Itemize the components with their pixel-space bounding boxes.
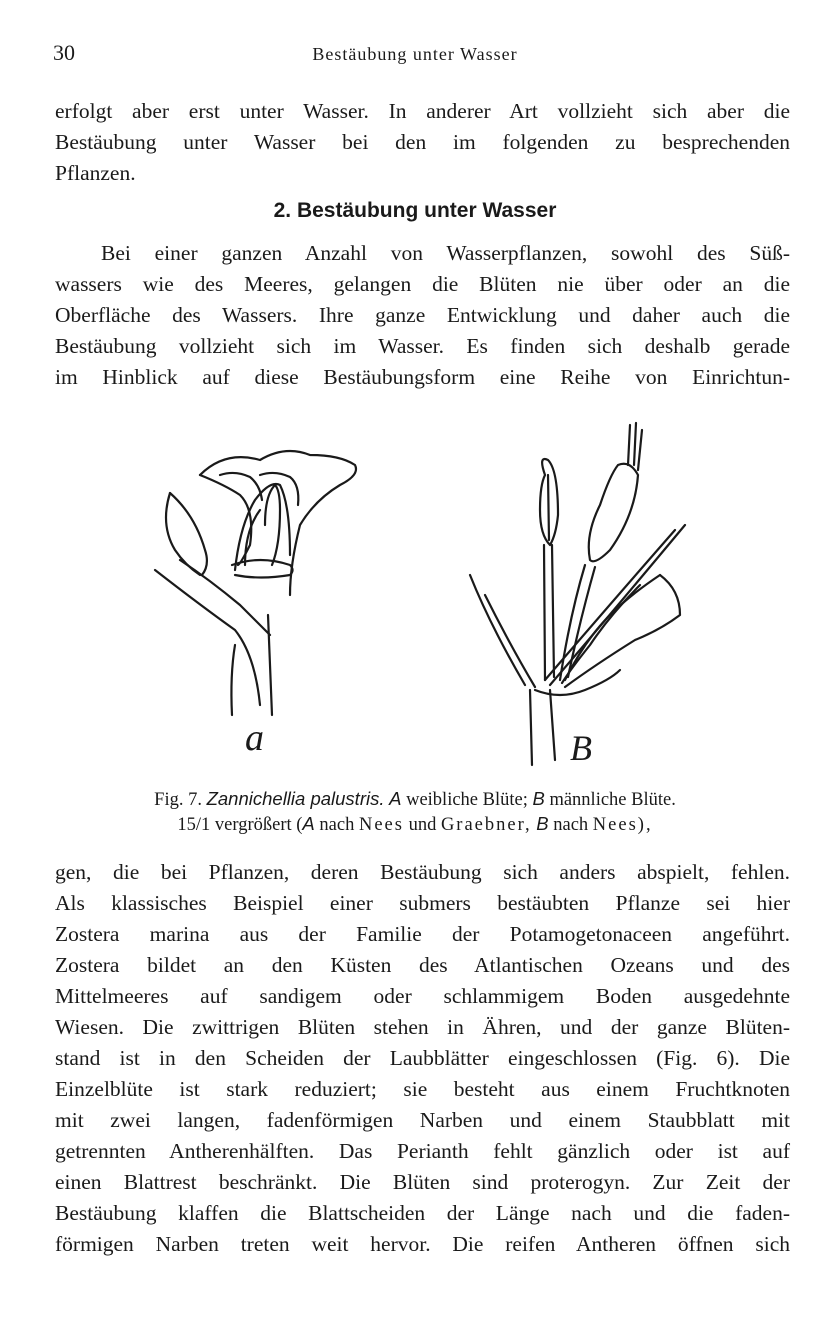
text-line: mit zwei langen, fadenförmigen Narben und einem Staubblatt mit xyxy=(55,1108,790,1132)
caption-a-letter-2: A xyxy=(302,813,315,834)
figure-zannichellia xyxy=(140,415,700,775)
paragraph-section-body xyxy=(55,238,790,393)
label-a: a xyxy=(245,717,264,759)
text-line: Bestäubung vollzieht sich im Wasser. Es finden sich deshalb gerade xyxy=(55,334,790,358)
text-line: förmigen Narben treten weit hervor. Die reifen Antheren öffnen sich xyxy=(55,1232,790,1256)
caption-author-nees: Nees xyxy=(358,815,404,835)
caption-line-2 xyxy=(40,812,790,837)
caption-author-nees: Nees), xyxy=(592,815,653,835)
text-line: Bestäubung unter Wasser bei den im folgenden zu besprechenden xyxy=(55,130,790,154)
text-line: Einzelblüte ist stark reduziert; sie besteht aus einem Fruchtknoten xyxy=(55,1077,790,1101)
caption-nach: nach xyxy=(553,815,589,835)
text-line: Oberfläche des Wassers. Ihre ganze Entwicklung und daher auch die xyxy=(55,303,790,327)
text-line: einen Blattrest beschränkt. Die Blüten sind proterogyn. Zur Zeit der xyxy=(55,1170,790,1194)
text-line: getrennten Antherenhälften. Das Perianth fehlt gänzlich oder ist auf xyxy=(55,1139,790,1163)
caption-line-1 xyxy=(40,787,790,812)
text-line: Als klassisches Beispiel einer submers bestäubten Pflanze sei hier xyxy=(55,891,790,915)
figure-caption xyxy=(40,787,790,837)
text-line: Zostera bildet an den Küsten des Atlantischen Ozeans und des xyxy=(55,953,790,977)
caption-b-letter: B xyxy=(532,788,545,809)
text-line: Zostera marina aus der Familie der Potamogetonaceen angeführt. xyxy=(55,922,790,946)
text-line: erfolgt aber erst unter Wasser. In anderer Art vollzieht sich aber die xyxy=(55,99,790,123)
text-line: wassers wie des Meeres, gelangen die Blüten nie über oder an die xyxy=(55,272,790,296)
paragraph-zostera xyxy=(55,857,790,1260)
caption-b-letter-2: B xyxy=(536,813,549,834)
caption-nach: nach xyxy=(319,815,355,835)
page-number: 30 xyxy=(53,40,75,65)
text-line: Bestäubung klaffen die Blattscheiden der Länge nach und die faden- xyxy=(55,1201,790,1225)
label-b: B xyxy=(570,728,592,768)
caption-b-text: männliche Blüte. xyxy=(549,790,676,810)
text-line: Pflanzen. xyxy=(55,161,136,185)
section-heading: 2. Bestäubung unter Wasser xyxy=(273,199,557,222)
caption-und: und xyxy=(408,815,437,835)
female-flower-drawing xyxy=(155,451,356,715)
caption-author-graebner: Graebner, xyxy=(440,815,532,835)
text-line: Bei einer ganzen Anzahl von Wasserpflanzen, sowohl des Süß- xyxy=(101,241,790,265)
caption-a-letter: A xyxy=(389,788,402,809)
text-line: Mittelmeeres auf sandigem oder schlammigem Boden ausgedehnte xyxy=(55,984,790,1008)
caption-species: Zannichellia palustris. xyxy=(206,788,385,809)
flower-illustration xyxy=(140,415,700,775)
caption-fig-number: Fig. 7. xyxy=(154,790,202,810)
text-line: gen, die bei Pflanzen, deren Bestäubung sich anders abspielt, fehlen. xyxy=(55,860,790,884)
caption-a-text: weibliche Blüte; xyxy=(406,790,528,810)
caption-scale: 15/1 vergrößert ( xyxy=(177,815,303,835)
text-line: Wiesen. Die zwittrigen Blüten stehen in Ähren, und der ganze Blüten- xyxy=(55,1015,790,1039)
paragraph-intro xyxy=(55,96,790,189)
text-line: im Hinblick auf diese Bestäubungsform eine Reihe von Einrichtun- xyxy=(55,365,790,389)
text-line: stand ist in den Scheiden der Laubblätter eingeschlossen (Fig. 6). Die xyxy=(55,1046,790,1070)
male-flower-drawing xyxy=(470,423,685,765)
running-head: Bestäubung unter Wasser xyxy=(312,44,518,64)
